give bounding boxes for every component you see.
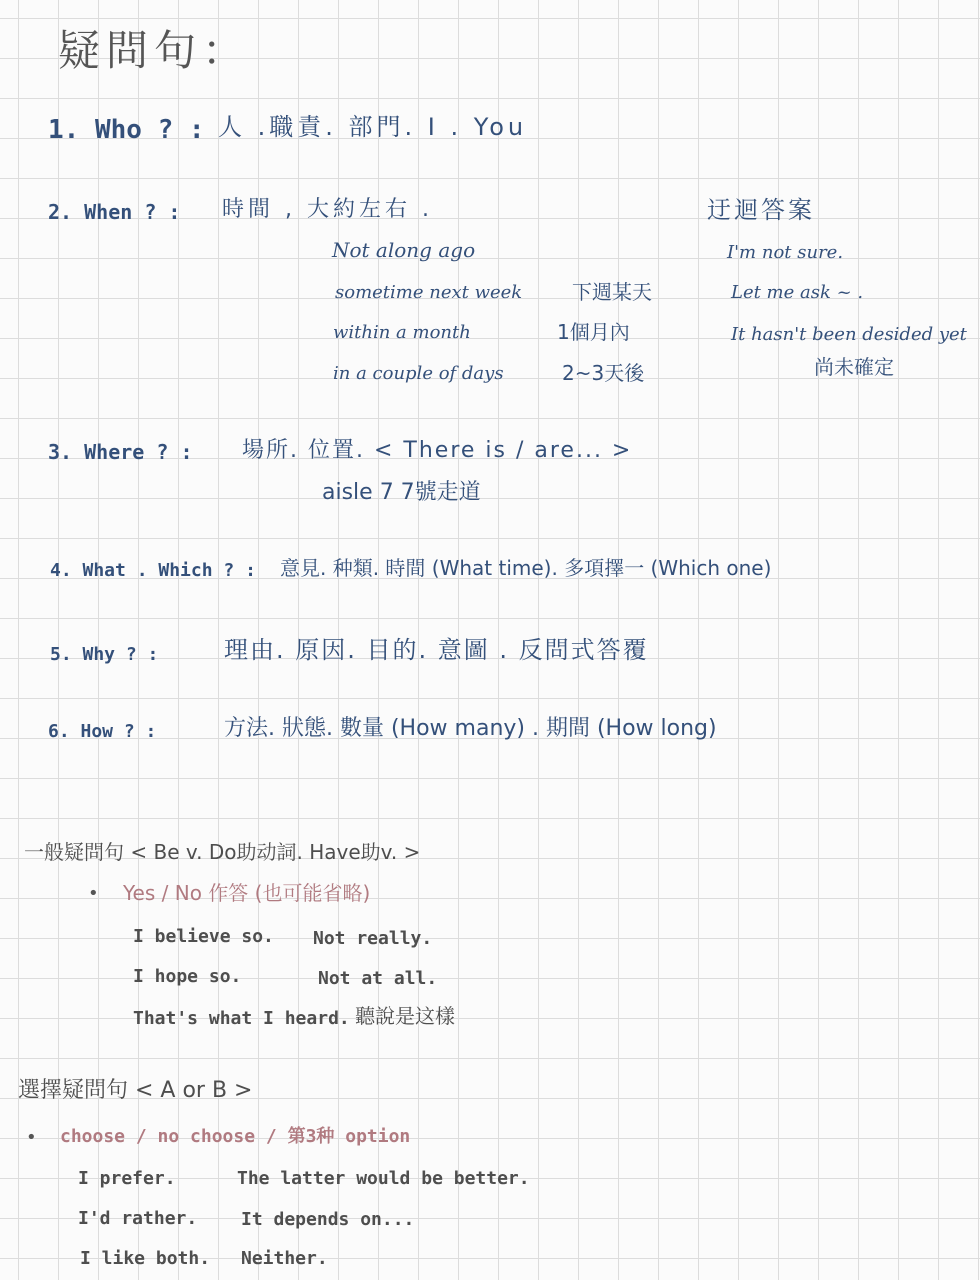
q3-label: 3. Where ? : [48, 440, 193, 464]
roundabout-item-3: It hasn't been desided yet [731, 324, 967, 345]
q1-content: 人 .職責. 部門. I . You [218, 113, 528, 141]
choice-row-2-a: I'd rather. [78, 1208, 198, 1229]
general-title: 一般疑問句 < Be v. Do助动詞. Have助v. > [24, 840, 421, 864]
q3-example: aisle 7 7號走道 [322, 480, 481, 505]
general-bullet: Yes / No 作答 (也可能省略) [123, 881, 371, 905]
q4-content: 意見. 种類. 時間 (What time). 多項擇一 (Which one) [280, 556, 772, 580]
when-example-2-zh: 下週某天 [572, 280, 652, 304]
q2-content: 時間 , 大約左右 . [222, 197, 433, 222]
general-row-3-b: 聽說是这樣 [355, 1004, 455, 1028]
q5-content: 理由. 原因. 目的. 意圖 . 反問式答覆 [224, 636, 649, 664]
roundabout-note: 尚未確定 [814, 355, 894, 379]
choice-row-2-b: It depends on... [241, 1209, 415, 1230]
when-example-2-en: sometime next week [335, 282, 523, 303]
choice-title: 選擇疑問句 < A or B > [18, 1078, 253, 1103]
choice-bullet-dot: • [26, 1127, 37, 1148]
general-row-1-a: I believe so. [133, 926, 274, 947]
when-example-3-en: within a month [333, 322, 471, 343]
roundabout-title: 迂迴答案 [707, 196, 815, 224]
when-example-4-zh: 2~3天後 [562, 361, 645, 385]
choice-row-3-b: Neither. [241, 1248, 328, 1269]
q6-label: 6. How ? : [48, 721, 157, 742]
general-row-2-a: I hope so. [133, 966, 242, 987]
q2-label: 2. When ? : [48, 200, 181, 224]
when-example-4-en: in a couple of days [333, 363, 504, 384]
general-row-3-a: That's what I heard. [133, 1008, 350, 1029]
when-example-1-en: Not along ago [332, 238, 476, 262]
q3-content: 場所. 位置. < There is / are... > [242, 438, 633, 463]
q1-label: 1. Who ? : [48, 115, 205, 145]
when-example-3-zh: 1個月內 [557, 320, 630, 344]
roundabout-item-1: I'm not sure. [727, 242, 844, 263]
choice-row-1-b: The latter would be better. [237, 1168, 530, 1189]
page-title: 疑問句： [58, 26, 251, 75]
general-row-1-b: Not really. [313, 928, 433, 949]
general-bullet-dot: • [88, 883, 99, 904]
choice-bullet: choose / no choose / 第3种 option [60, 1126, 411, 1147]
q6-content: 方法. 狀態. 數量 (How many) . 期間 (How long) [224, 716, 717, 741]
choice-row-1-a: I prefer. [78, 1168, 176, 1189]
q4-label: 4. What . Which ? : [50, 560, 256, 581]
general-row-2-b: Not at all. [318, 968, 438, 989]
q5-label: 5. Why ? : [50, 644, 159, 665]
roundabout-item-2: Let me ask ~ . [731, 282, 864, 303]
choice-row-3-a: I like both. [80, 1248, 211, 1269]
